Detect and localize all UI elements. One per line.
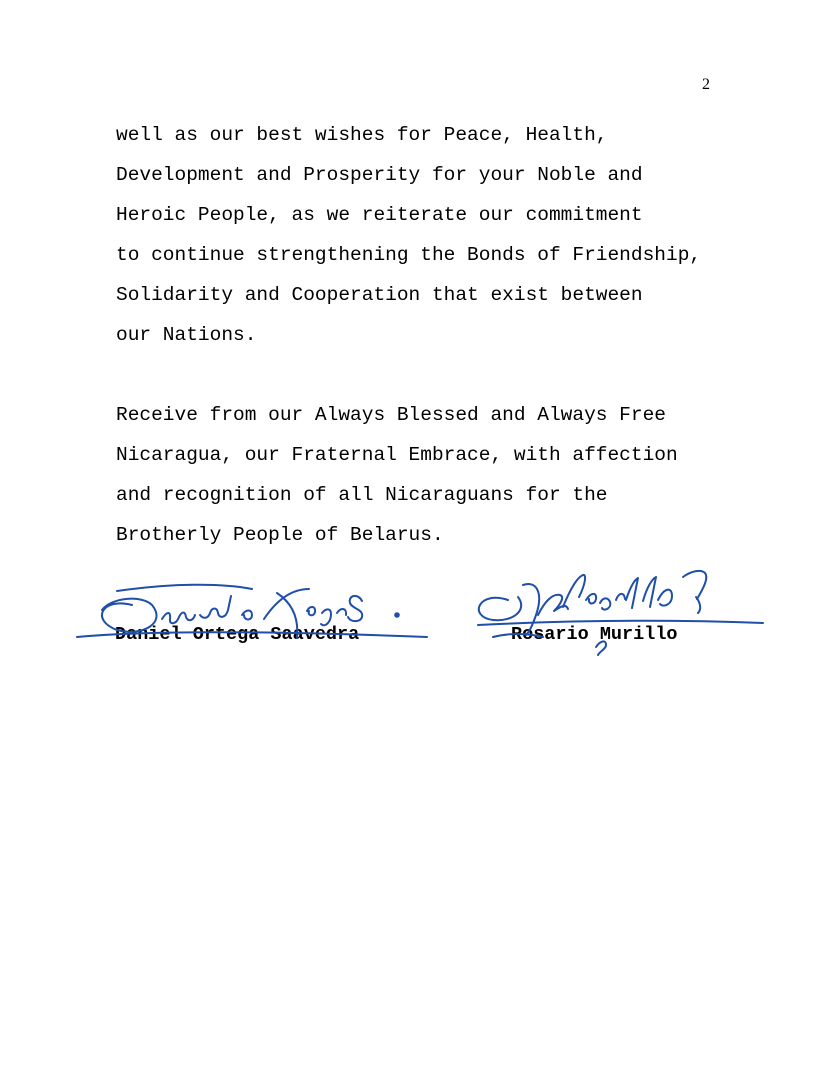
text-line: well as our best wishes for Peace, Health, xyxy=(116,124,608,146)
page-number: 2 xyxy=(702,76,710,93)
text-line: Development and Prosperity for your Noble and xyxy=(116,164,643,186)
signatory-name-murillo: Rosario Murillo xyxy=(511,624,678,645)
text-line: Brotherly People of Belarus. xyxy=(116,524,444,546)
paragraph-closing-wishes xyxy=(116,115,709,355)
signature-murillo xyxy=(468,555,768,665)
text-line: Nicaragua, our Fraternal Embrace, with affection xyxy=(116,444,678,466)
signatory-name-ortega: Daniel Ortega Saavedra xyxy=(115,624,360,645)
text-line: Receive from our Always Blessed and Always Free xyxy=(116,404,666,426)
text-line: Solidarity and Cooperation that exist between xyxy=(116,284,643,306)
text-line: Heroic People, as we reiterate our commitment xyxy=(116,204,643,226)
text-line: our Nations. xyxy=(116,324,257,346)
paragraph-fraternal-embrace xyxy=(116,395,709,555)
text-line: and recognition of all Nicaraguans for the xyxy=(116,484,608,506)
text-line: to continue strengthening the Bonds of Friendship, xyxy=(116,244,702,266)
